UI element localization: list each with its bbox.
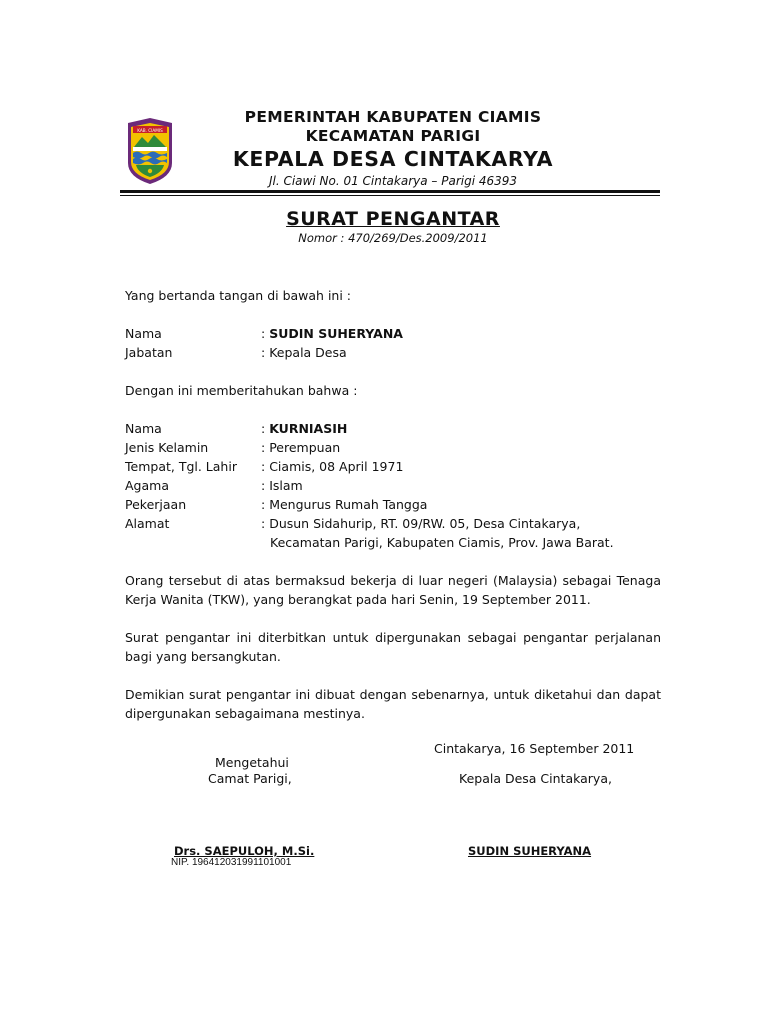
- village-head-name: SUDIN SUHERYANA: [468, 844, 592, 858]
- place-date: Cintakarya, 16 September 2011: [434, 741, 635, 756]
- subject-gender-label: Jenis Kelamin: [125, 440, 209, 455]
- header-village-head: KEPALA DESA CINTAKARYA: [232, 147, 554, 171]
- intro-text: Yang bertanda tangan di bawah ini :: [125, 288, 352, 303]
- subject-occupation-value: : Mengurus Rumah Tangga: [261, 497, 428, 512]
- paragraph-issuance: Surat pengantar ini diterbitkan untuk dipergunakan sebagai pengantar perjalanan bagi yang bersangkutan.: [125, 630, 661, 664]
- district-head-name: Drs. SAEPULOH, M.Si.: [174, 844, 315, 858]
- notice-text: Dengan ini memberitahukan bahwa :: [125, 383, 358, 398]
- subject-birth-value: : Ciamis, 08 April 1971: [261, 459, 404, 474]
- header-district: KECAMATAN PARIGI: [305, 127, 481, 145]
- letter-number: Nomor : 470/269/Des.2009/2011: [298, 231, 488, 245]
- header-government: PEMERINTAH KABUPATEN CIAMIS: [244, 108, 542, 126]
- subject-address-value-line2: Kecamatan Parigi, Kabupaten Ciamis, Prov. Jawa Barat.: [270, 535, 614, 550]
- paragraph-purpose: Orang tersebut di atas bermaksud bekerja di luar negeri (Malaysia) sebagai Tenaga Kerja Wanita (TKW), yang berangkat pada hari Senin, 19 September 2011.: [125, 573, 661, 607]
- signer-position-value: : Kepala Desa: [261, 345, 347, 360]
- district-head-title: Camat Parigi,: [208, 771, 292, 786]
- subject-religion-label: Agama: [125, 478, 169, 493]
- subject-birth-label: Tempat, Tgl. Lahir: [125, 459, 237, 474]
- svg-text:KAB. CIAMIS: KAB. CIAMIS: [137, 128, 163, 133]
- paragraph-closing: Demikian surat pengantar ini dibuat dengan sebenarnya, untuk diketahui dan dapat dipergunakan sebagaimana mestinya.: [125, 687, 661, 721]
- header-divider-thin: [120, 195, 660, 196]
- acknowledged-heading: Mengetahui: [215, 755, 289, 770]
- header-address: Jl. Ciawi No. 01 Cintakarya – Parigi 46393: [268, 174, 518, 188]
- subject-address-label: Alamat: [125, 516, 170, 531]
- header-divider: [120, 190, 660, 193]
- subject-religion-value: : Islam: [261, 478, 303, 493]
- subject-name-label: Nama: [125, 421, 162, 436]
- subject-gender-value: : Perempuan: [261, 440, 341, 455]
- signer-name-value: : SUDIN SUHERYANA: [261, 326, 403, 341]
- subject-address-value: : Dusun Sidahurip, RT. 09/RW. 05, Desa Cintakarya,: [261, 516, 581, 531]
- signer-name-label: Nama: [125, 326, 162, 341]
- district-head-nip: NIP. 196412031991101001: [171, 857, 292, 868]
- signer-position-label: Jabatan: [125, 345, 173, 360]
- subject-occupation-label: Pekerjaan: [125, 497, 187, 512]
- letter-title: SURAT PENGANTAR: [286, 208, 500, 230]
- subject-name-value: : KURNIASIH: [261, 421, 348, 436]
- village-head-title: Kepala Desa Cintakarya,: [459, 771, 612, 786]
